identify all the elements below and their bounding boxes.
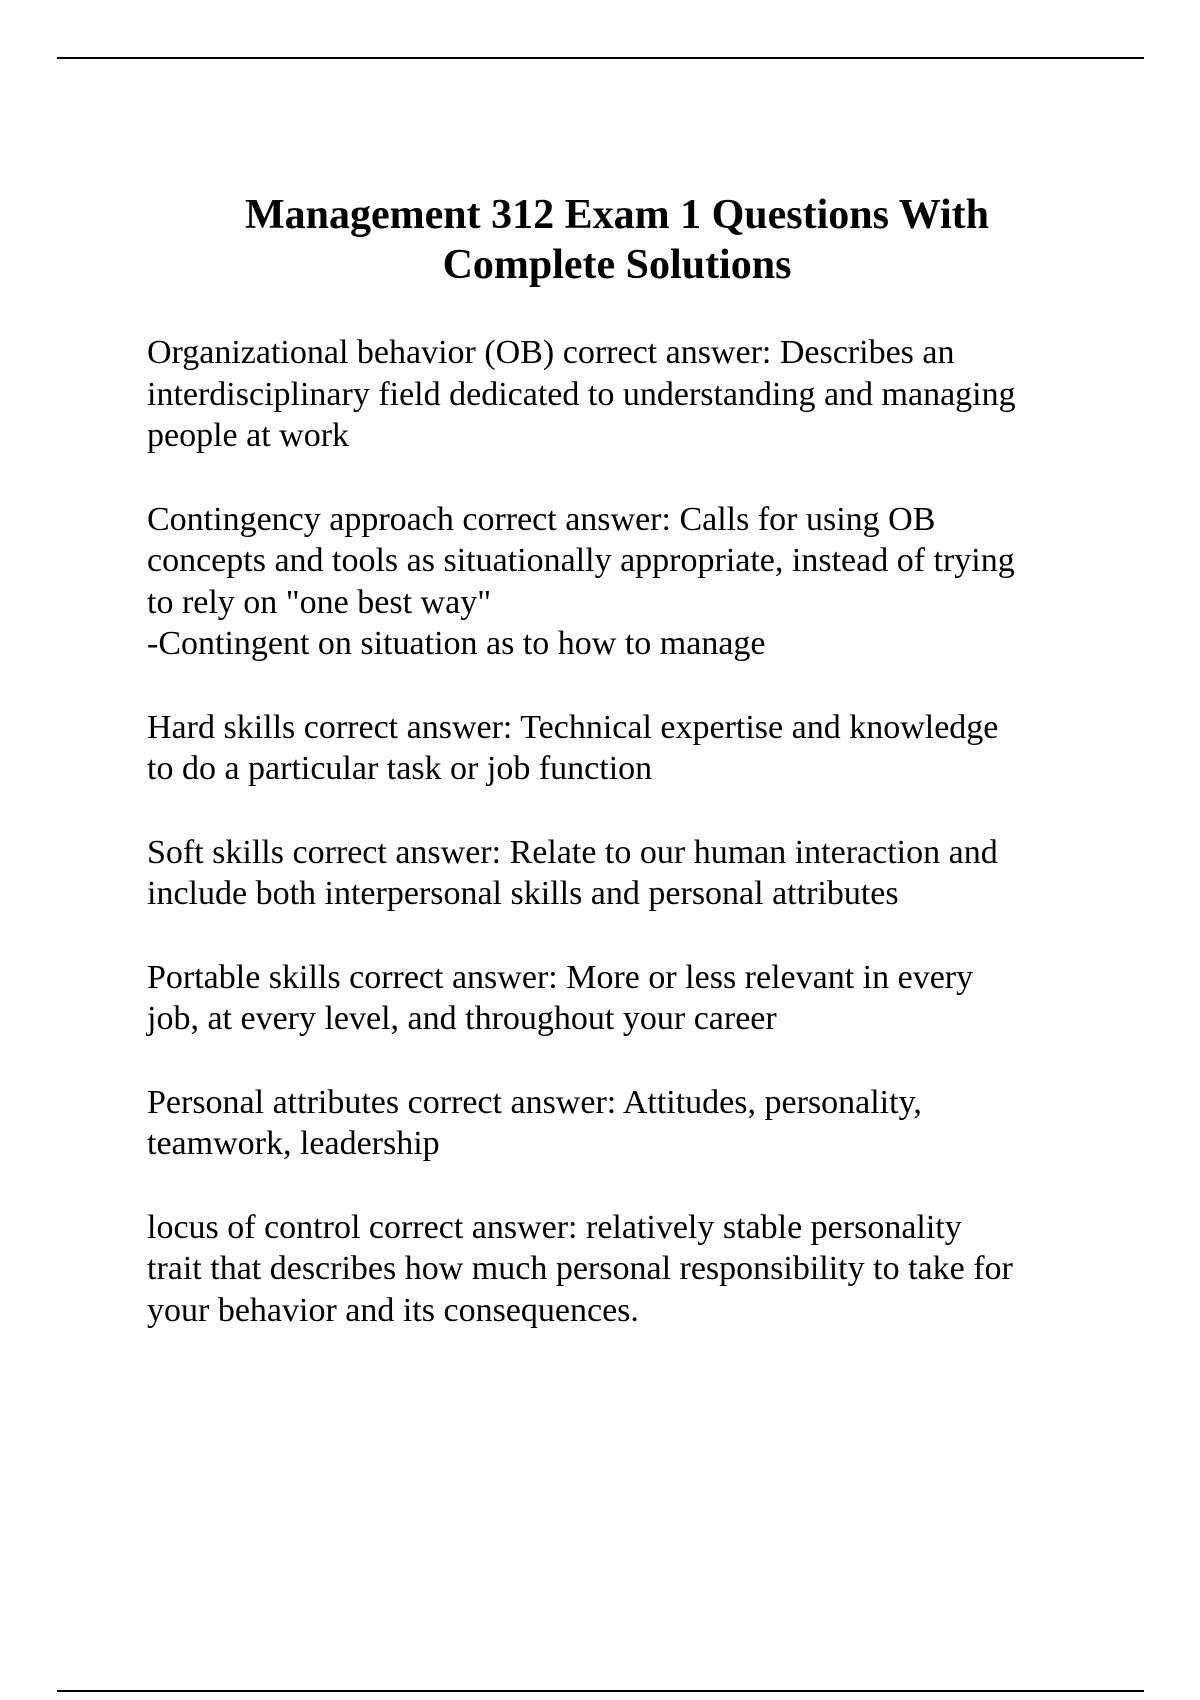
entry-line: Portable skills correct answer: More or less relevant in every [147, 958, 974, 996]
entry-line: trait that describes how much personal responsibility to take for [147, 1250, 1013, 1287]
document-body [147, 332, 1092, 1373]
entry-line: Hard skills correct answer: Technical expertise and knowledge [147, 708, 999, 746]
entry-portable-skills [147, 957, 1092, 1040]
entry-line: Contingency approach correct answer: Calls for using OB [147, 500, 936, 538]
entry-line: job, at every level, and throughout your career [147, 1000, 777, 1037]
entry-line: locus of control correct answer: relatively stable personality [147, 1208, 962, 1246]
entry-line: to rely on "one best way" [147, 583, 492, 621]
entry-line: include both interpersonal skills and personal attributes [147, 875, 899, 912]
header-rule [57, 57, 1144, 59]
entry-line: people at work [147, 417, 350, 454]
entry-line: to do a particular task or job function [147, 750, 653, 787]
entry-line: -Contingent on situation as to how to manage [147, 625, 766, 662]
entry-line: concepts and tools as situationally appropriate, instead of trying [147, 542, 1015, 579]
entry-hard-skills [147, 707, 1092, 790]
footer-rule [57, 1690, 1144, 1692]
title-line-2: Complete Solutions [442, 242, 792, 288]
entry-personal-attributes [147, 1082, 1092, 1165]
entry-line: Soft skills correct answer: Relate to our human interaction and [147, 833, 998, 871]
entry-line: your behavior and its consequences. [147, 1291, 639, 1329]
entry-soft-skills [147, 832, 1092, 915]
entry-locus-of-control [147, 1207, 1092, 1332]
entry-organizational-behavior [147, 332, 1092, 457]
page-title [120, 190, 1114, 290]
entry-line: teamwork, leadership [147, 1125, 440, 1162]
entry-contingency-approach [147, 499, 1092, 665]
entry-line: Organizational behavior (OB) correct answer: Describes an [147, 334, 955, 371]
entry-line: Personal attributes correct answer: Attitudes, personality, [147, 1083, 922, 1121]
title-line-1: Management 312 Exam 1 Questions With [245, 192, 989, 238]
entry-line: interdisciplinary field dedicated to understanding and managing [147, 375, 1016, 413]
